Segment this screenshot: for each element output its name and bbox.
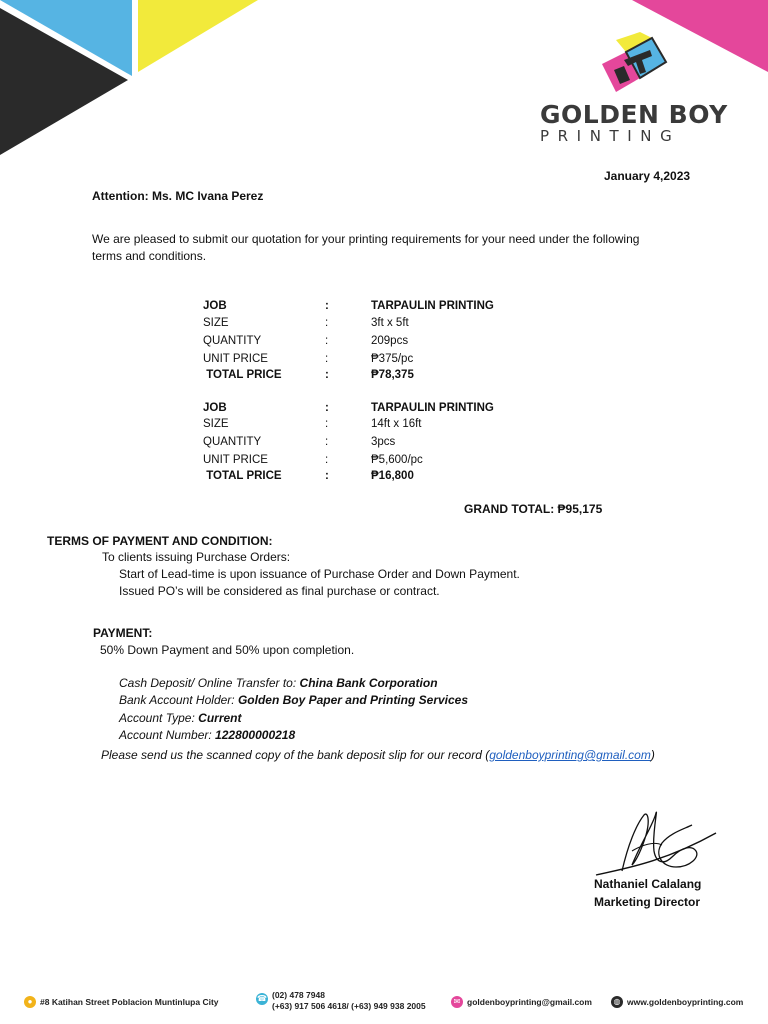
footer-address: #8 Katihan Street Poblacion Muntinlupa City: [40, 997, 219, 1007]
terms-line-3: Issued PO’s will be considered as final purchase or contract.: [119, 584, 440, 598]
job-value: TARPAULIN PRINTING: [371, 300, 494, 312]
quantity-separator: :: [325, 335, 329, 347]
job-separator: :: [325, 300, 329, 312]
signatory-title: Marketing Director: [594, 895, 701, 909]
grand-total: GRAND TOTAL: ₱95,175: [464, 502, 603, 516]
quantity-value: 3pcs: [371, 436, 396, 448]
job-label: JOB: [203, 402, 227, 414]
footer-email[interactable]: goldenboyprinting@gmail.com: [467, 997, 592, 1007]
size-separator: :: [325, 317, 329, 329]
total-price-separator: :: [325, 470, 329, 482]
quantity-separator: :: [325, 436, 329, 448]
company-name: GOLDEN BOY: [540, 100, 728, 129]
account-type-label: Account Type:: [119, 711, 199, 725]
total-price-label: TOTAL PRICE: [203, 470, 282, 482]
unit-price-value: ₱5,600/pc: [371, 454, 423, 466]
total-price-value: ₱16,800: [371, 470, 414, 482]
account-number-value: 122800000218: [215, 728, 296, 742]
deposit-slip-note: [101, 747, 655, 764]
account-type-line: [119, 710, 242, 727]
total-price-separator: :: [325, 369, 329, 381]
unit-price-label: UNIT PRICE: [203, 454, 268, 466]
email-icon: ✉: [451, 996, 463, 1008]
company-brand: [540, 102, 730, 144]
total-price-label: TOTAL PRICE: [203, 369, 282, 381]
unit-price-label: UNIT PRICE: [203, 353, 268, 365]
quantity-label: QUANTITY: [203, 436, 262, 448]
quantity-value: 209pcs: [371, 335, 409, 347]
note-prefix: Please send us the scanned copy of the bank deposit slip for our record (: [101, 748, 490, 762]
intro-line-2: terms and conditions.: [92, 249, 207, 263]
account-holder-line: [119, 692, 468, 709]
job-block-1: [203, 298, 523, 384]
terms-line-2: Start of Lead-time is upon issuance of Purchase Order and Down Payment.: [119, 567, 520, 581]
location-pin-icon: ●: [24, 996, 36, 1008]
signature-image: [592, 805, 722, 880]
payment-line-1: 50% Down Payment and 50% upon completion.: [100, 643, 355, 657]
globe-icon: ◍: [611, 996, 623, 1008]
phone-icon: ☎: [257, 994, 267, 1003]
attention-line: Attention: Ms. MC Ivana Perez: [92, 189, 264, 203]
account-number-line: [119, 727, 295, 744]
unit-price-separator: :: [325, 454, 329, 466]
deposit-label: Cash Deposit/ Online Transfer to:: [119, 676, 300, 690]
account-holder-value: Golden Boy Paper and Printing Services: [237, 693, 469, 707]
company-tagline: PRINTING: [540, 127, 681, 145]
payment-heading: PAYMENT:: [93, 626, 153, 640]
email-link[interactable]: goldenboyprinting@gmail.com: [489, 748, 651, 762]
yellow-triangle: [138, 0, 258, 72]
account-type-value: Current: [198, 711, 242, 725]
size-separator: :: [325, 418, 329, 430]
letter-date: January 4,2023: [604, 169, 691, 183]
quantity-label: QUANTITY: [203, 335, 262, 347]
size-value: 3ft x 5ft: [371, 317, 409, 329]
job-value: TARPAULIN PRINTING: [371, 402, 494, 414]
footer-phone-1: (02) 478 7948: [272, 990, 325, 1000]
account-holder-label: Bank Account Holder:: [119, 693, 238, 707]
terms-line-1: To clients issuing Purchase Orders:: [102, 550, 291, 564]
terms-heading: TERMS OF PAYMENT AND CONDITION:: [47, 534, 273, 548]
job-block-2: [203, 400, 523, 486]
account-number-label: Account Number:: [119, 728, 216, 742]
footer-website[interactable]: www.goldenboyprinting.com: [627, 997, 744, 1007]
size-label: SIZE: [203, 317, 229, 329]
footer-phone-2: (+63) 917 506 4618/ (+63) 949 938 2005: [272, 1001, 426, 1011]
footer-contact-bar: [0, 990, 768, 1020]
deposit-line: [119, 675, 438, 692]
size-label: SIZE: [203, 418, 229, 430]
golden-boy-cube-logo-icon: [596, 30, 678, 100]
size-value: 14ft x 16ft: [371, 418, 422, 430]
note-suffix: ): [650, 748, 655, 762]
job-label: JOB: [203, 300, 227, 312]
unit-price-separator: :: [325, 353, 329, 365]
total-price-value: ₱78,375: [371, 369, 414, 381]
signatory-name: Nathaniel Calalang: [594, 877, 702, 891]
deposit-bank: China Bank Corporation: [299, 676, 438, 690]
intro-line-1: We are pleased to submit our quotation for your printing requirements for your need under the following: [92, 232, 640, 246]
unit-price-value: ₱375/pc: [371, 353, 414, 365]
job-separator: :: [325, 402, 329, 414]
